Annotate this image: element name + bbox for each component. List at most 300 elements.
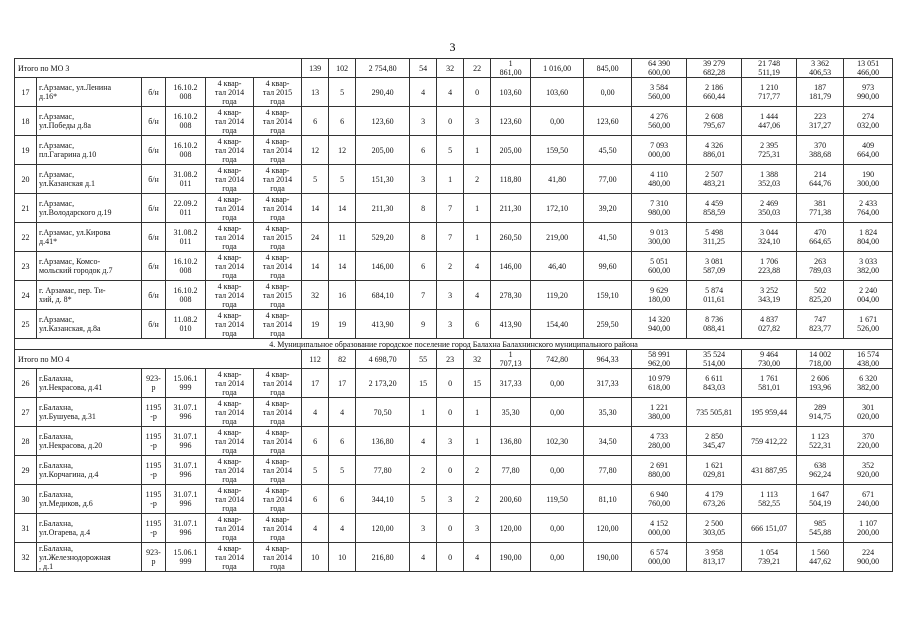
table-cell: 4 квар- тал 2014 года <box>206 136 254 165</box>
table-cell: 1195 -р <box>142 427 166 456</box>
table-cell: 1195 -р <box>142 456 166 485</box>
table-cell: 759 412,22 <box>742 427 797 456</box>
table-cell: 102 <box>329 59 356 78</box>
table-cell: 3 081 587,09 <box>687 252 742 281</box>
total-label: Итого по МО 3 <box>15 59 302 78</box>
table-cell: 747 823,77 <box>797 310 844 339</box>
table-cell: 4 квар- тал 2014 года <box>254 165 302 194</box>
table-cell: 5 <box>302 456 329 485</box>
table-cell: 1195 -р <box>142 514 166 543</box>
table-cell: 1 <box>464 427 491 456</box>
table-cell: 4 квар- тал 2014 года <box>206 194 254 223</box>
table-cell: 5 498 311,25 <box>687 223 742 252</box>
table-cell: 7 <box>410 281 437 310</box>
table-cell: 70,50 <box>356 398 410 427</box>
table-cell: б/н <box>142 252 166 281</box>
table-cell: 4 <box>302 514 329 543</box>
table-cell: 381 771,38 <box>797 194 844 223</box>
table-cell: 82 <box>329 350 356 369</box>
table-cell: 4 квар- тал 2014 года <box>206 223 254 252</box>
table-cell: 4 квар- тал 2014 года <box>206 107 254 136</box>
table-cell: 32 <box>302 281 329 310</box>
table-cell: 413,90 <box>491 310 531 339</box>
table-cell: 3 <box>464 107 491 136</box>
table-cell: 19 <box>329 310 356 339</box>
table-row <box>15 223 893 252</box>
table-cell: 4 квар- тал 2014 года <box>206 543 254 572</box>
table-cell: 119,50 <box>531 485 584 514</box>
table-cell: 123,60 <box>491 107 531 136</box>
table-cell: 22 <box>464 59 491 78</box>
section-header-row <box>15 339 893 350</box>
table-cell: 6 <box>302 427 329 456</box>
table-cell: 4 квар- тал 2014 года <box>206 485 254 514</box>
table-row <box>15 310 893 339</box>
table-cell: 470 664,65 <box>797 223 844 252</box>
table-row <box>15 136 893 165</box>
table-cell: 7 093 000,00 <box>632 136 687 165</box>
table-cell: 4 459 858,59 <box>687 194 742 223</box>
table-cell: 34,50 <box>584 427 632 456</box>
table-cell: 1 113 582,55 <box>742 485 797 514</box>
table-cell: 81,10 <box>584 485 632 514</box>
address-cell: г.Арзамас, пл.Гагарина д.10 <box>37 136 142 165</box>
table-cell: 172,10 <box>531 194 584 223</box>
table-cell: 3 958 813,17 <box>687 543 742 572</box>
table-cell: б/н <box>142 310 166 339</box>
table-cell: 0,00 <box>531 514 584 543</box>
table-row <box>15 165 893 194</box>
table-cell: 41,80 <box>531 165 584 194</box>
table-cell: 54 <box>410 59 437 78</box>
table-cell: 7 <box>437 223 464 252</box>
table-cell: 4 квар- тал 2014 года <box>206 252 254 281</box>
table-cell: 4 квар- тал 2014 года <box>254 136 302 165</box>
table-cell: 6 320 382,00 <box>844 369 893 398</box>
table-cell: 4 квар- тал 2014 года <box>254 369 302 398</box>
table-cell: 2 507 483,21 <box>687 165 742 194</box>
table-cell: 31.07.1 996 <box>166 427 206 456</box>
table-cell: 502 825,20 <box>797 281 844 310</box>
table-cell: 118,80 <box>491 165 531 194</box>
table-cell: 31.08.2 011 <box>166 165 206 194</box>
table-cell: 1 444 447,06 <box>742 107 797 136</box>
address-cell: г.Арзамас, ул.Казанская д.1 <box>37 165 142 194</box>
table-cell: 16.10.2 008 <box>166 107 206 136</box>
row-number: 28 <box>15 427 37 456</box>
table-cell: 216,80 <box>356 543 410 572</box>
table-cell: 16 <box>329 281 356 310</box>
table-cell: 205,00 <box>356 136 410 165</box>
table-cell: 666 151,07 <box>742 514 797 543</box>
table-cell: 4 квар- тал 2014 года <box>254 456 302 485</box>
table-cell: 344,10 <box>356 485 410 514</box>
table-cell: 4 квар- тал 2014 года <box>254 543 302 572</box>
table-cell: 205,00 <box>491 136 531 165</box>
table-cell: 224 900,00 <box>844 543 893 572</box>
table-row <box>15 485 893 514</box>
table-cell: 409 664,00 <box>844 136 893 165</box>
table-cell: 0,00 <box>531 369 584 398</box>
table-cell: 6 <box>329 427 356 456</box>
row-number: 30 <box>15 485 37 514</box>
table-cell: 112 <box>302 350 329 369</box>
address-cell: г.Арзамас, Комсо- мольский городок д.7 <box>37 252 142 281</box>
table-cell: 845,00 <box>584 59 632 78</box>
table-cell: 4 квар- тал 2014 года <box>254 398 302 427</box>
row-number: 24 <box>15 281 37 310</box>
table-cell: 0 <box>437 543 464 572</box>
table-cell: 119,20 <box>531 281 584 310</box>
table-cell: 4 <box>464 281 491 310</box>
table-cell: 3 <box>437 485 464 514</box>
table-cell: 431 887,95 <box>742 456 797 485</box>
row-number: 18 <box>15 107 37 136</box>
table-cell: 4 733 280,00 <box>632 427 687 456</box>
table-cell: 12 <box>329 136 356 165</box>
table-cell: 187 181,79 <box>797 78 844 107</box>
table-cell: 14 <box>302 252 329 281</box>
table-cell: 1 <box>437 165 464 194</box>
table-cell: 5 <box>410 485 437 514</box>
table-cell: 45,50 <box>584 136 632 165</box>
table-cell: 3 <box>410 107 437 136</box>
table-cell: 4 110 480,00 <box>632 165 687 194</box>
address-cell: г.Арзамас, ул.Ленина д.16* <box>37 78 142 107</box>
table-row <box>15 78 893 107</box>
table-cell: 4 квар- тал 2014 года <box>206 514 254 543</box>
table-cell: 529,20 <box>356 223 410 252</box>
table-cell: 7 310 980,00 <box>632 194 687 223</box>
table-cell: 1 388 352,03 <box>742 165 797 194</box>
table-row <box>15 398 893 427</box>
table-cell: 5 <box>302 165 329 194</box>
table-cell: 4 квар- тал 2014 года <box>206 369 254 398</box>
table-cell: 6 <box>329 485 356 514</box>
row-number: 25 <box>15 310 37 339</box>
table-cell: 684,10 <box>356 281 410 310</box>
table-cell: 195 959,44 <box>742 398 797 427</box>
table-cell: 3 <box>410 514 437 543</box>
table-cell: 973 990,00 <box>844 78 893 107</box>
table-cell: 17 <box>302 369 329 398</box>
table-cell: 3 <box>464 514 491 543</box>
table-cell: 3 <box>437 310 464 339</box>
table-cell: 735 505,81 <box>687 398 742 427</box>
table-cell: 120,00 <box>584 514 632 543</box>
table-cell: 46,40 <box>531 252 584 281</box>
table-cell: 8 736 088,41 <box>687 310 742 339</box>
table-cell: 35,30 <box>584 398 632 427</box>
table-cell: 58 991 962,00 <box>632 350 687 369</box>
section-title: 4. Муниципальное образование городское поселение город Балахна Балахнинского муниципального района <box>15 339 893 350</box>
table-cell: 923- р <box>142 369 166 398</box>
table-cell: 1 824 804,00 <box>844 223 893 252</box>
table-cell: 32 <box>464 350 491 369</box>
table-cell: 146,00 <box>356 252 410 281</box>
table-cell: 1 706 223,88 <box>742 252 797 281</box>
table-cell: 0 <box>437 369 464 398</box>
table-cell: 352 920,00 <box>844 456 893 485</box>
table-cell: 190,00 <box>491 543 531 572</box>
table-cell: 8 <box>410 194 437 223</box>
table-cell: 14 <box>302 194 329 223</box>
table-cell: 35 524 514,00 <box>687 350 742 369</box>
table-cell: 31.07.1 996 <box>166 514 206 543</box>
table-cell: 0,00 <box>531 398 584 427</box>
table-cell: 154,40 <box>531 310 584 339</box>
table-cell: 22.09.2 011 <box>166 194 206 223</box>
total-label: Итого по МО 4 <box>15 350 302 369</box>
table-cell: 103,60 <box>531 78 584 107</box>
table-cell: 1 761 581,01 <box>742 369 797 398</box>
address-cell: г.Балахна, ул.Железнодорожная , д.1 <box>37 543 142 572</box>
table-cell: 6 <box>410 136 437 165</box>
table-cell: 41,50 <box>584 223 632 252</box>
table-cell: 5 <box>329 165 356 194</box>
table-cell: 10 <box>302 543 329 572</box>
table-cell: 14 <box>329 194 356 223</box>
table-cell: 15 <box>464 369 491 398</box>
table-cell: 15.06.1 999 <box>166 369 206 398</box>
table-cell: 214 644,76 <box>797 165 844 194</box>
table-cell: 4 квар- тал 2014 года <box>254 310 302 339</box>
table-cell: 4 <box>410 543 437 572</box>
table-cell: 5 051 600,00 <box>632 252 687 281</box>
table-row <box>15 543 893 572</box>
table-cell: 139 <box>302 59 329 78</box>
table-cell: 2 850 345,47 <box>687 427 742 456</box>
table-row <box>15 514 893 543</box>
table-cell: 39,20 <box>584 194 632 223</box>
table-cell: 4 <box>464 543 491 572</box>
table-cell: 6 <box>302 107 329 136</box>
table-cell: 64 390 600,00 <box>632 59 687 78</box>
table-cell: б/н <box>142 107 166 136</box>
address-cell: г.Балахна, ул.Бушуева, д.31 <box>37 398 142 427</box>
table-cell: 2 <box>464 456 491 485</box>
table-cell: 1 707,13 <box>491 350 531 369</box>
table-cell: 4 квар- тал 2014 года <box>254 514 302 543</box>
row-number: 17 <box>15 78 37 107</box>
table-cell: 5 874 011,61 <box>687 281 742 310</box>
table-cell: 16 574 438,00 <box>844 350 893 369</box>
row-number: 23 <box>15 252 37 281</box>
table-cell: 2 <box>410 456 437 485</box>
table-cell: 0,00 <box>531 543 584 572</box>
table-cell: 223 317,27 <box>797 107 844 136</box>
table-cell: 4 152 000,00 <box>632 514 687 543</box>
table-cell: 3 <box>437 427 464 456</box>
table-cell: 10 <box>329 543 356 572</box>
table-cell: 3 044 324,10 <box>742 223 797 252</box>
table-cell: 31.08.2 011 <box>166 223 206 252</box>
table-cell: 0 <box>437 398 464 427</box>
table-cell: 136,80 <box>356 427 410 456</box>
table-cell: 4 <box>302 398 329 427</box>
table-cell: 159,10 <box>584 281 632 310</box>
table-cell: 289 914,75 <box>797 398 844 427</box>
table-cell: 3 584 560,00 <box>632 78 687 107</box>
table-cell: 16.10.2 008 <box>166 252 206 281</box>
table-cell: 6 <box>329 107 356 136</box>
table-cell: 17 <box>329 369 356 398</box>
table-row <box>15 369 893 398</box>
table-cell: 4 квар- тал 2015 года <box>254 281 302 310</box>
table-cell: 6 611 843,03 <box>687 369 742 398</box>
table-cell: 4 698,70 <box>356 350 410 369</box>
table-row <box>15 281 893 310</box>
table-cell: 0 <box>437 107 464 136</box>
table-cell: 317,33 <box>491 369 531 398</box>
table-cell: 4 квар- тал 2014 года <box>206 398 254 427</box>
resettlement-table <box>14 58 893 572</box>
row-number: 31 <box>15 514 37 543</box>
table-cell: 1 671 526,00 <box>844 310 893 339</box>
table-cell: 190,00 <box>584 543 632 572</box>
table-cell: 55 <box>410 350 437 369</box>
table-cell: 671 240,00 <box>844 485 893 514</box>
table-cell: 301 020,00 <box>844 398 893 427</box>
table-cell: 2 186 660,44 <box>687 78 742 107</box>
table-cell: 370 220,00 <box>844 427 893 456</box>
table-cell: 263 789,03 <box>797 252 844 281</box>
table-row <box>15 194 893 223</box>
table-cell: 31.07.1 996 <box>166 398 206 427</box>
table-cell: 923- р <box>142 543 166 572</box>
table-cell: 2 606 193,96 <box>797 369 844 398</box>
table-cell: 3 <box>437 281 464 310</box>
table-cell: 0 <box>464 78 491 107</box>
table-cell: 2 <box>437 252 464 281</box>
row-number: 21 <box>15 194 37 223</box>
table-cell: б/н <box>142 165 166 194</box>
table-cell: 4 квар- тал 2015 года <box>254 223 302 252</box>
table-cell: 123,60 <box>356 107 410 136</box>
table-cell: 4 <box>437 78 464 107</box>
table-cell: 1195 -р <box>142 398 166 427</box>
table-cell: 9 013 300,00 <box>632 223 687 252</box>
table-cell: 13 051 466,00 <box>844 59 893 78</box>
table-cell: 2 <box>464 485 491 514</box>
address-cell: г.Балахна, ул.Медиков, д.6 <box>37 485 142 514</box>
table-cell: 23 <box>437 350 464 369</box>
table-cell: 1 <box>464 194 491 223</box>
table-cell: 31.07.1 996 <box>166 485 206 514</box>
table-cell: 1 560 447,62 <box>797 543 844 572</box>
table-cell: 8 <box>410 223 437 252</box>
table-cell: 4 квар- тал 2014 года <box>206 427 254 456</box>
table-cell: 2 691 880,00 <box>632 456 687 485</box>
table-cell: б/н <box>142 78 166 107</box>
table-cell: 13 <box>302 78 329 107</box>
table-cell: 6 <box>302 485 329 514</box>
table-cell: 370 388,68 <box>797 136 844 165</box>
table-row <box>15 427 893 456</box>
table-cell: 4 квар- тал 2014 года <box>206 456 254 485</box>
table-cell: 3 362 406,53 <box>797 59 844 78</box>
table-cell: 964,33 <box>584 350 632 369</box>
row-number: 32 <box>15 543 37 572</box>
row-number: 27 <box>15 398 37 427</box>
table-cell: 0 <box>437 514 464 543</box>
table-cell: 638 962,24 <box>797 456 844 485</box>
table-cell: 1 210 717,77 <box>742 78 797 107</box>
table-cell: 2 395 725,31 <box>742 136 797 165</box>
table-cell: 159,50 <box>531 136 584 165</box>
address-cell: г.Арзамас, ул.Казанская, д.8а <box>37 310 142 339</box>
table-cell: 4 326 886,01 <box>687 136 742 165</box>
table-cell: 39 279 682,28 <box>687 59 742 78</box>
table-cell: 260,50 <box>491 223 531 252</box>
table-cell: 2 754,80 <box>356 59 410 78</box>
table-cell: 151,30 <box>356 165 410 194</box>
table-cell: 985 545,88 <box>797 514 844 543</box>
table-cell: 4 квар- тал 2014 года <box>206 310 254 339</box>
table-cell: 211,30 <box>491 194 531 223</box>
table-cell: 290,40 <box>356 78 410 107</box>
address-cell: г.Балахна, ул.Корчагина, д.4 <box>37 456 142 485</box>
table-cell: 32 <box>437 59 464 78</box>
table-cell: 103,60 <box>491 78 531 107</box>
table-cell: 1 <box>464 398 491 427</box>
table-cell: 4 квар- тал 2014 года <box>206 281 254 310</box>
table-cell: 4 квар- тал 2014 года <box>254 252 302 281</box>
table-cell: 2 240 004,00 <box>844 281 893 310</box>
table-cell: 274 032,00 <box>844 107 893 136</box>
address-cell: г.Балахна, ул.Огарева, д.4 <box>37 514 142 543</box>
row-number: 20 <box>15 165 37 194</box>
address-cell: г.Арзамас, ул.Володарского д.19 <box>37 194 142 223</box>
table-cell: 123,60 <box>584 107 632 136</box>
table-cell: 317,33 <box>584 369 632 398</box>
table-cell: б/н <box>142 194 166 223</box>
table-row <box>15 107 893 136</box>
total-row <box>15 59 893 78</box>
table-cell: 12 <box>302 136 329 165</box>
row-number: 26 <box>15 369 37 398</box>
table-cell: 4 <box>410 78 437 107</box>
table-cell: 0,00 <box>584 78 632 107</box>
table-cell: 4 квар- тал 2015 года <box>254 78 302 107</box>
table-cell: 190 300,00 <box>844 165 893 194</box>
table-cell: 11 <box>329 223 356 252</box>
table-cell: б/н <box>142 281 166 310</box>
table-cell: 16.10.2 008 <box>166 78 206 107</box>
row-number: 22 <box>15 223 37 252</box>
table-cell: 31.07.1 996 <box>166 456 206 485</box>
table-cell: 2 433 764,00 <box>844 194 893 223</box>
table-cell: 6 574 000,00 <box>632 543 687 572</box>
table-cell: 14 320 940,00 <box>632 310 687 339</box>
table-cell: 77,80 <box>584 456 632 485</box>
table-cell: 146,00 <box>491 252 531 281</box>
total-row <box>15 350 893 369</box>
address-cell: г.Балахна, ул.Некрасова, д.41 <box>37 369 142 398</box>
table-cell: 2 500 303,05 <box>687 514 742 543</box>
table-cell: 77,80 <box>356 456 410 485</box>
table-cell: 9 464 730,00 <box>742 350 797 369</box>
table-cell: 0 <box>437 456 464 485</box>
table-cell: 2 173,20 <box>356 369 410 398</box>
table-cell: 1 016,00 <box>531 59 584 78</box>
table-cell: 1 221 380,00 <box>632 398 687 427</box>
address-cell: г.Балахна, ул.Некрасова, д.20 <box>37 427 142 456</box>
table-cell: 200,60 <box>491 485 531 514</box>
table-cell: 742,80 <box>531 350 584 369</box>
table-cell: 24 <box>302 223 329 252</box>
table-cell: 77,00 <box>584 165 632 194</box>
